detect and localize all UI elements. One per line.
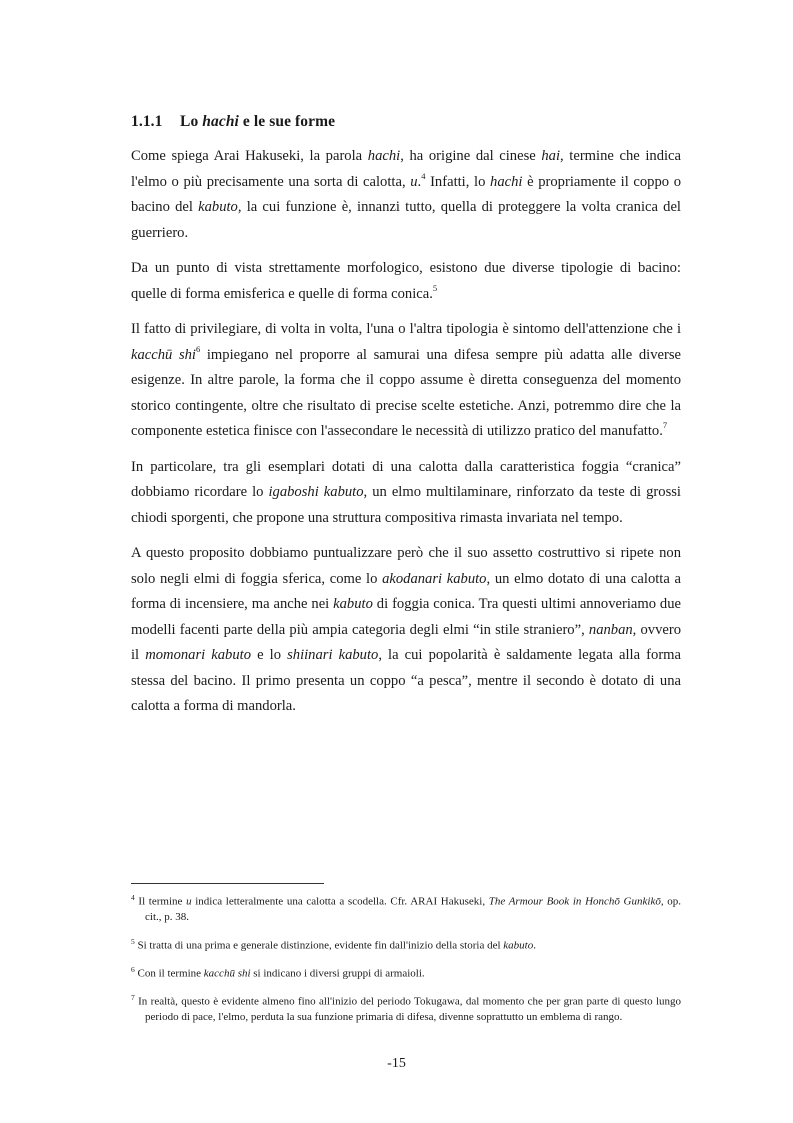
text-run: e lo bbox=[251, 647, 288, 663]
italic-term: hachi bbox=[490, 173, 523, 190]
paragraph-1 bbox=[131, 144, 681, 246]
footnotes bbox=[131, 890, 681, 1034]
footnote-number: 7 bbox=[131, 992, 135, 1002]
paragraph-2 bbox=[131, 256, 681, 307]
paragraph-3 bbox=[131, 317, 681, 445]
text-run: , op. cit., p. 38. bbox=[145, 895, 681, 924]
text-run: è propriamente il coppo o bacino del bbox=[131, 173, 681, 215]
section-heading bbox=[131, 113, 335, 131]
italic-term: nanban bbox=[588, 621, 633, 638]
text-run: In particolare, tra gli esemplari dotati di una calotta dalla caratteristica foggia “cranica” dobbiamo ricordare lo bbox=[131, 458, 681, 500]
paragraph-5 bbox=[131, 541, 681, 720]
text-run: In realtà, questo è evidente almeno fino all'inizio del periodo Tokugawa, dal momento che per gran parte di questo lungo periodo di pace, l'elmo, perduta la sua funzione primaria di difesa, divenne soprattutto un emblema di rango. bbox=[134, 995, 681, 1024]
italic-term: hachi bbox=[367, 148, 401, 164]
text-run: . bbox=[533, 939, 536, 952]
footnote-5 bbox=[131, 934, 681, 954]
footnote-ref-6[interactable]: 6 bbox=[196, 343, 201, 354]
text-run: Con il termine bbox=[134, 967, 204, 980]
text-run: Da un punto di vista strettamente morfologico, esistono due diverse tipologie di bacino: quelle di forma emisferica e quelle di forma conica. bbox=[131, 260, 681, 302]
text-run: , la cui popolarità è saldamente legata alla forma stessa del bacino. Il primo presenta un coppo “a pesca”, mentre il secondo è dotato di una calotta a forma di mandorla. bbox=[131, 647, 682, 714]
italic-term: kacchū shi bbox=[131, 346, 196, 363]
footnote-6 bbox=[131, 962, 681, 982]
italic-term: hai bbox=[541, 148, 561, 164]
footnote-ref-7[interactable]: 7 bbox=[662, 420, 668, 431]
paragraph-4 bbox=[131, 455, 681, 532]
text-run: Il fatto di privilegiare, di volta in volta, l'una o l'altra tipologia è sintomo dell'attenzione che i bbox=[131, 321, 681, 337]
text-run: , ovvero il bbox=[131, 621, 681, 663]
text-run: Il termine bbox=[134, 895, 187, 908]
footnote-4 bbox=[131, 890, 681, 926]
italic-term: momonari kabuto bbox=[145, 647, 252, 663]
footnote-7 bbox=[131, 990, 681, 1026]
footnote-ref-4[interactable]: 4 bbox=[421, 170, 426, 181]
footnote-separator bbox=[131, 883, 324, 884]
footnote-number: 5 bbox=[131, 936, 135, 946]
text-run: indica letteralmente una calotta a scodella. Cfr. ARAI Hakuseki, bbox=[191, 895, 489, 908]
footnote-number: 6 bbox=[131, 964, 135, 974]
body-text bbox=[131, 144, 681, 730]
italic-term: u bbox=[410, 173, 418, 190]
text-run: Come spiega Arai Hakuseki, la parola bbox=[131, 148, 368, 164]
section-number: 1.1.1 bbox=[131, 113, 163, 130]
italic-term: kabuto bbox=[333, 596, 373, 612]
italic-term: kabuto bbox=[198, 199, 238, 215]
text-run: Infatti, lo bbox=[425, 173, 491, 190]
section-title-italic: hachi bbox=[202, 113, 239, 130]
italic-term: kabuto bbox=[503, 939, 534, 952]
italic-term: akodanari kabuto bbox=[382, 570, 487, 587]
text-run: A questo proposito dobbiamo puntualizzare però che il suo assetto costruttivo si ripete non solo negli elmi di foggia sferica, come lo bbox=[131, 545, 681, 587]
footnote-number: 4 bbox=[131, 893, 135, 902]
italic-term: shiinari kabuto bbox=[287, 647, 379, 663]
text-run: impiegano nel proporre al samurai una difesa sempre più adatta alle diverse esigenze. In altre parole, la forma che il coppo assume è diretta conseguenza del momento storico contingente, oltre che risultato di precise scelte estetiche. Anzi, potremmo dire che la componente estetica finisce con l'assecondare le necessità di utilizzo pratico del manufatto. bbox=[131, 346, 681, 439]
page-number: -15 bbox=[387, 1056, 406, 1071]
italic-term: kacchū shi bbox=[203, 967, 251, 980]
footnote-ref-5[interactable]: 5 bbox=[432, 282, 438, 293]
italic-term: u bbox=[186, 895, 192, 908]
section-title-start: Lo bbox=[180, 113, 203, 130]
text-run: di foggia conica. Tra questi ultimi annoveriamo due modelli facenti parte della più ampia categoria degli elmi “in stile straniero”, bbox=[131, 596, 681, 638]
text-run: , ha origine dal cinese bbox=[400, 148, 542, 164]
text-run: , termine che indica l'elmo o più precisamente una sorta di calotta, bbox=[131, 148, 682, 190]
italic-term: igaboshi kabuto bbox=[268, 484, 364, 500]
text-run: , un elmo dotato di una calotta a forma di incensiere, ma anche nei bbox=[131, 570, 681, 612]
text-run: Si tratta di una prima e generale distinzione, evidente fin dall'inizio della storia del bbox=[134, 939, 504, 952]
text-run: si indicano i diversi gruppi di armaioli. bbox=[250, 967, 425, 980]
text-run: . bbox=[417, 173, 422, 190]
italic-term: The Armour Book in Honchō Gunkikō bbox=[488, 895, 661, 908]
text-run: , la cui funzione è, innanzi tutto, quella di proteggere la volta cranica del guerriero. bbox=[131, 199, 681, 241]
section-title-end: e le sue forme bbox=[238, 113, 336, 130]
text-run: , un elmo multilaminare, rinforzato da teste di grossi chiodi sporgenti, che propone una struttura compositiva rimasta invariata nel tempo. bbox=[131, 484, 681, 526]
